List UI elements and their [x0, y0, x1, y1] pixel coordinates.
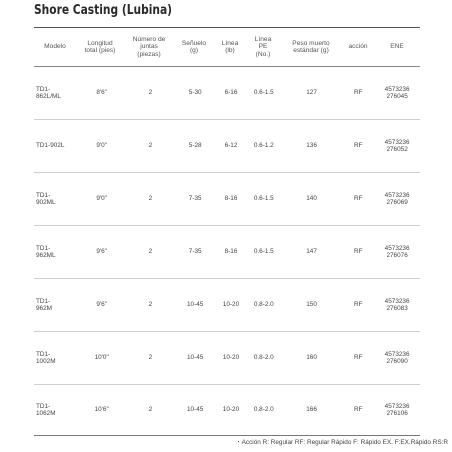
cell-action: RF: [354, 354, 363, 362]
cell-model: TD1- 902ML: [36, 191, 56, 206]
cell-line-pe: 0.8-2.0: [253, 354, 274, 362]
cell-weight: 160: [306, 354, 317, 362]
cell-weight: 150: [306, 301, 317, 309]
header-model: Modelo: [44, 43, 66, 51]
cell-weight: 136: [306, 142, 317, 150]
cell-ean: 4573236 276083: [384, 297, 410, 312]
header-length: Longitud total (pies): [84, 39, 116, 54]
cell-weight: 140: [306, 195, 317, 203]
cell-pieces: 2: [148, 354, 153, 362]
cell-line-pe: 0.6-1.2: [253, 142, 274, 150]
cell-model: TD1-902L: [36, 142, 65, 150]
cell-pieces: 2: [148, 89, 153, 97]
cell-line-lb: 10-20: [222, 406, 240, 414]
cell-length: 8'6": [96, 89, 107, 97]
cell-ean: 4573236 276069: [384, 191, 410, 206]
cell-line-pe: 0.6-1.5: [253, 248, 274, 256]
cell-lure: 10-45: [186, 301, 204, 309]
cell-line-lb: 6-16: [224, 89, 238, 97]
cell-line-pe: 0.8-2.0: [253, 301, 274, 309]
cell-model: TD1- 962ML: [36, 244, 56, 259]
cell-pieces: 2: [148, 406, 153, 414]
cell-ean: 4573236 276090: [384, 350, 410, 365]
cell-ean: 4573236 276106: [384, 402, 410, 417]
cell-line-pe: 0.6-1.5: [253, 195, 274, 203]
cell-action: RF: [354, 406, 363, 414]
cell-length: 10'0": [94, 354, 109, 362]
cell-pieces: 2: [148, 248, 153, 256]
cell-length: 9'6": [96, 301, 107, 309]
cell-lure: 7-35: [188, 248, 202, 256]
action-legend-footnote: ・Acción R: Regular RF: Regular Rápido F: Rápido EX. F:EX.Rápido RS:R: [235, 439, 448, 446]
page-title: Shore Casting (Lubina): [34, 3, 173, 18]
cell-model: TD1- 962M: [36, 297, 52, 312]
cell-line-lb: 10-20: [222, 301, 240, 309]
cell-ean: 4573236 276045: [384, 85, 410, 100]
table-row: [34, 173, 420, 226]
cell-line-lb: 10-20: [222, 354, 240, 362]
cell-pieces: 2: [148, 301, 153, 309]
header-pieces: Número de juntas (piezas): [132, 36, 166, 58]
cell-length: 9'6": [96, 248, 107, 256]
cell-length: 9'0": [96, 195, 107, 203]
header-ean: ENE: [390, 43, 404, 51]
cell-model: TD1- 1062M: [36, 402, 56, 417]
cell-length: 10'6": [94, 406, 109, 414]
cell-line-pe: 0.6-1.5: [253, 89, 274, 97]
cell-action: RF: [354, 89, 363, 97]
cell-action: RF: [354, 142, 363, 150]
header-lure: Señuelo (g): [181, 39, 207, 54]
cell-line-lb: 6-12: [224, 142, 238, 150]
cell-pieces: 2: [148, 195, 153, 203]
header-weight: Peso muerto estándar (g): [292, 39, 330, 54]
header-action: acción: [348, 43, 368, 51]
table-row: [34, 120, 420, 173]
cell-weight: 166: [306, 406, 317, 414]
table-row: [34, 385, 420, 436]
cell-lure: 10-45: [186, 406, 204, 414]
table-row: [34, 67, 420, 120]
cell-model: TD1- 862L/ML: [36, 85, 61, 100]
header-line-lb: Línea (lb): [221, 39, 239, 54]
cell-lure: 5-30: [188, 89, 202, 97]
table-header-row: [34, 28, 420, 67]
cell-model: TD1- 1002M: [36, 350, 56, 365]
cell-length: 9'0": [96, 142, 107, 150]
table-body: [34, 67, 420, 436]
table-row: [34, 332, 420, 385]
cell-ean: 4573236 276052: [384, 138, 410, 153]
table-row: [34, 226, 420, 279]
spec-table: [34, 27, 420, 436]
cell-line-pe: 0.8-2.0: [253, 406, 274, 414]
header-line-pe: Línea PE (No.): [254, 36, 272, 58]
cell-pieces: 2: [148, 142, 153, 150]
cell-line-lb: 8-16: [224, 195, 238, 203]
cell-lure: 5-28: [188, 142, 202, 150]
cell-weight: 147: [306, 248, 317, 256]
cell-action: RF: [354, 248, 363, 256]
cell-line-lb: 8-16: [224, 248, 238, 256]
cell-ean: 4573236 276076: [384, 244, 410, 259]
table-row: [34, 279, 420, 332]
cell-action: RF: [354, 301, 363, 309]
cell-lure: 10-45: [186, 354, 204, 362]
cell-action: RF: [354, 195, 363, 203]
cell-lure: 7-35: [188, 195, 202, 203]
cell-weight: 127: [306, 89, 317, 97]
